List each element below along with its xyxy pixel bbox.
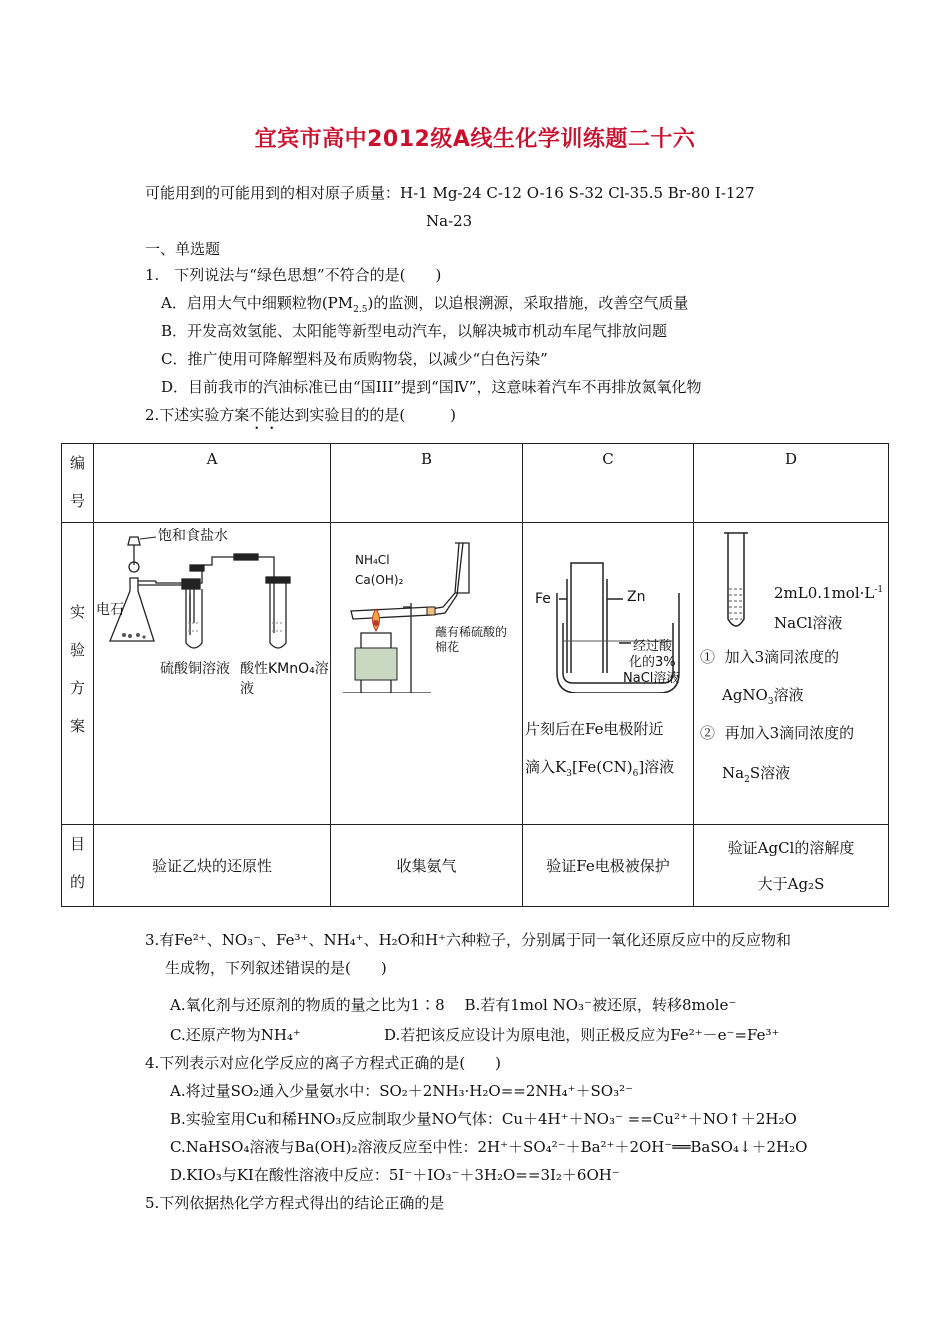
q5-stem: 5.下列依据热化学方程式得出的结论正确的是 bbox=[145, 1194, 445, 1212]
d-step-2-reagent: $Na_2S$溶液 bbox=[722, 764, 791, 785]
plan-label: 实 验 方 案 bbox=[62, 523, 94, 825]
label-nh4cl: NH₄Cl bbox=[355, 553, 390, 567]
label-caoh2: Ca(OH)₂ bbox=[355, 573, 404, 587]
section-heading: 一、单选题 bbox=[145, 240, 221, 258]
label-calcium-carbide: 电石 bbox=[96, 602, 124, 618]
purpose-d: 验证AgCl的溶解度 大于Ag₂S bbox=[694, 825, 889, 907]
q3-option-d: D.若把该反应设计为原电池，则正极反应为Fe²⁺－e⁻=Fe³⁺ bbox=[384, 1026, 780, 1044]
q4-option-d: D.KIO₃与KI在酸性溶液中反应：5I⁻＋IO₃⁻＋3H₂O==3I₂＋6OH⁻ bbox=[170, 1166, 620, 1184]
header-c: C bbox=[523, 444, 694, 523]
label-cotton: 蘸有稀硫酸的棉花 bbox=[435, 625, 508, 654]
test-tube-diagram bbox=[718, 529, 778, 639]
label-solution-3: NaCl溶液 bbox=[623, 671, 680, 686]
q1-option-b: B．开发高效氢能、太阳能等新型电动汽车，以解决城市机动车尾气排放问题 bbox=[161, 322, 668, 340]
label-saturated-brine: 饱和食盐水 bbox=[158, 528, 228, 544]
purpose-b: 收集氨气 bbox=[331, 825, 523, 907]
ammonia-apparatus-diagram bbox=[331, 523, 523, 693]
apparatus-d bbox=[694, 523, 889, 825]
d-nacl: NaCl溶液 bbox=[774, 614, 843, 632]
purpose-label: 目 的 bbox=[62, 825, 94, 907]
label-fe: Fe bbox=[535, 591, 551, 607]
c-description-2: 滴入$K_3[Fe(CN)_6]$溶液 bbox=[525, 758, 675, 779]
q4-option-a: A.将过量SO₂通入少量氨水中：SO₂＋2NH₃·H₂O==2NH₄⁺＋SO₃²⁻ bbox=[170, 1082, 634, 1100]
d-step-1-reagent: AgNO$_3$溶液 bbox=[722, 686, 804, 707]
q1-option-c: C．推广使用可降解塑料及布质购物袋，以减少“白色污染” bbox=[161, 350, 548, 368]
label-solution-1: 经过酸 bbox=[633, 639, 673, 654]
d-concentration: $2mL0.1mol\cdot L^{-1}$ bbox=[774, 584, 884, 602]
q4-option-b: B.实验室用Cu和稀HNO₃反应制取少量NO气体：Cu＋4H⁺＋NO₃⁻ ==Cu²⁺＋NO↑＋2H₂O bbox=[170, 1110, 797, 1128]
apparatus-b bbox=[331, 523, 523, 825]
q3-stem: 3.有Fe²⁺、NO₃⁻、Fe³⁺、NH₄⁺、H₂O和H⁺六种粒子，分别属于同一氧化还原反应中的反应物和 bbox=[145, 931, 791, 949]
q4-stem: 4.下列表示对应化学反应的离子方程式正确的是( ) bbox=[145, 1054, 502, 1072]
q3-option-c: C.还原产物为NH₄⁺ bbox=[170, 1026, 301, 1044]
atomic-masses-cont: Na-23 bbox=[426, 212, 473, 230]
q4-option-c: C.NaHSO₄溶液与Ba(OH)₂溶液反应至中性：2H⁺＋SO₄²⁻＋Ba²⁺＋2OH⁻══BaSO₄↓＋2H₂O bbox=[170, 1138, 808, 1156]
page-title: 宜宾市高中2012级A线生化学训练题二十六 bbox=[254, 127, 696, 152]
label-solution-2: 化的3% bbox=[629, 655, 676, 670]
header-label: 编 号 bbox=[62, 444, 94, 523]
label-kmno4: 酸性KMnO₄溶液 bbox=[240, 661, 329, 697]
q1-stem: 1. 下列说法与“绿色思想”不符合的是( ) bbox=[145, 266, 442, 284]
label-zn: Zn bbox=[627, 589, 646, 605]
apparatus-c bbox=[523, 523, 694, 825]
apparatus-a bbox=[94, 523, 331, 825]
header-a: A bbox=[94, 444, 331, 523]
purpose-c: 验证Fe电极被保护 bbox=[523, 825, 694, 907]
d-step-1: ① 加入3滴同浓度的 bbox=[700, 648, 840, 666]
experiment-table bbox=[61, 443, 889, 907]
header-d: D bbox=[694, 444, 889, 523]
label-copper-sulfate: 硫酸铜溶液 bbox=[160, 661, 230, 677]
q1-option-d: D．目前我市的汽油标准已由“国III”提到“国Ⅳ”，这意味着汽车不再排放氮氧化物 bbox=[161, 378, 702, 396]
q3-option-ab: A.氧化剂与还原剂的物质的量之比为1∶8 B.若有1mol NO₃⁻被还原，转移8mole⁻ bbox=[170, 996, 737, 1014]
d-step-2: ② 再加入3滴同浓度的 bbox=[700, 724, 855, 742]
q1-option-a: A．启用大气中细颗粒物$(PM_{2.5})$的监测，以追根溯源，采取措施，改善空气质量 bbox=[161, 294, 689, 315]
header-b: B bbox=[331, 444, 523, 523]
purpose-a: 验证乙炔的还原性 bbox=[94, 825, 331, 907]
atomic-masses: 可能用到的可能用到的相对原子质量：H-1 Mg-24 C-12 O-16 S-32 Cl-35.5 Br-80 I-127 bbox=[145, 184, 755, 202]
q3-stem-cont: 生成物，下列叙述错误的是( ) bbox=[165, 959, 387, 977]
q2-stem: 2.下述实验方案不能达到实验目的的是( ) bbox=[145, 406, 457, 424]
c-description-1: 片刻后在Fe电极附近 bbox=[525, 720, 664, 738]
